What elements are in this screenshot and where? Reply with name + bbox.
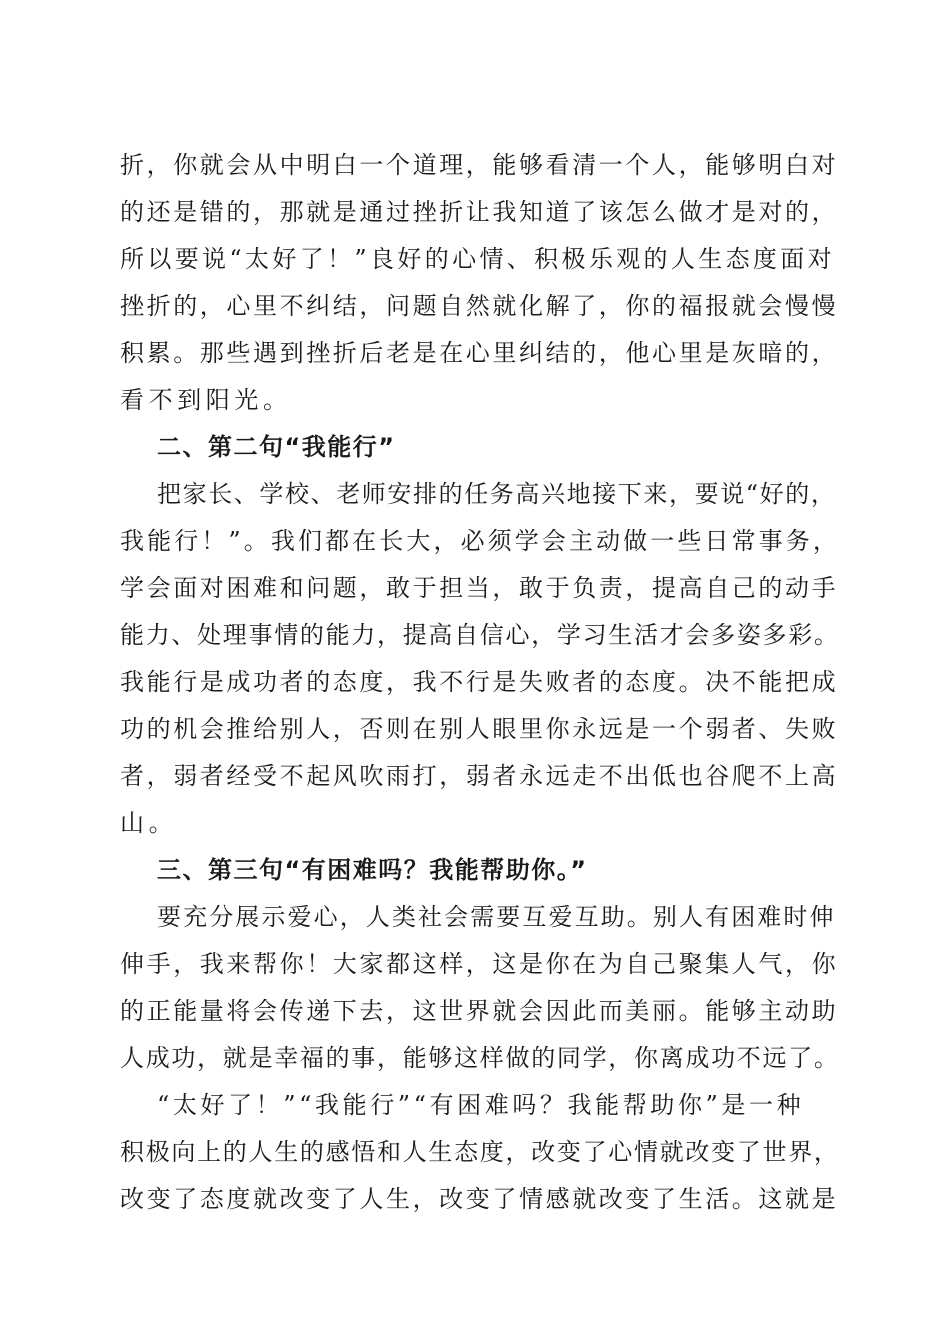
text-line: 折，你就会从中明白一个道理，能够看清一个人，能够明白对	[120, 151, 839, 179]
section-heading-3: 三、第三句“有困难吗？我能帮助你。”	[157, 856, 588, 884]
text-line: 学会面对困难和问题，敢于担当，敢于负责，提高自己的动手	[120, 574, 839, 602]
text-line: 山。	[120, 809, 178, 837]
text-line: 挫折的，心里不纠结，问题自然就化解了，你的福报就会慢慢	[120, 292, 839, 320]
text-line: 积极向上的人生的感悟和人生态度，改变了心情就改变了世界，	[120, 1138, 840, 1166]
text-line: 要充分展示爱心，人类社会需要互爱互助。别人有困难时伸	[157, 903, 836, 931]
text-line: 的还是错的，那就是通过挫折让我知道了该怎么做才是对的，	[120, 198, 839, 226]
text-line: 改变了态度就改变了人生，改变了情感就改变了生活。这就是	[120, 1185, 839, 1213]
text-line: 看不到阳光。	[120, 386, 292, 414]
text-line: 伸手，我来帮你！大家都这样，这是你在为自己聚集人气，你	[120, 950, 839, 978]
section-heading-2: 二、第二句“我能行”	[157, 433, 396, 461]
text-line: 功的机会推给别人，否则在别人眼里你永远是一个弱者、失败	[120, 715, 839, 743]
text-line: 人成功，就是幸福的事，能够这样做的同学，你离成功不远了。	[120, 1044, 840, 1072]
text-line: 我能行是成功者的态度，我不行是失败者的态度。决不能把成	[120, 668, 839, 696]
text-line: 所以要说“太好了！”良好的心情、积极乐观的人生态度面对	[120, 245, 835, 273]
text-line: “太好了！”“我能行”“有困难吗？我能帮助你”是一种	[157, 1091, 805, 1119]
text-line: 能力、处理事情的能力，提高自信心，学习生活才会多姿多彩。	[120, 621, 840, 649]
text-line: 的正能量将会传递下去，这世界就会因此而美丽。能够主动助	[120, 997, 839, 1025]
text-line: 我能行！”。我们都在长大，必须学会主动做一些日常事务，	[120, 527, 840, 555]
text-line: 积累。那些遇到挫折后老是在心里纠结的，他心里是灰暗的，	[120, 339, 839, 367]
text-line: 者，弱者经受不起风吹雨打，弱者永远走不出低也谷爬不上高	[120, 762, 839, 790]
text-line: 把家长、学校、老师安排的任务高兴地接下来，要说“好的，	[157, 480, 837, 508]
